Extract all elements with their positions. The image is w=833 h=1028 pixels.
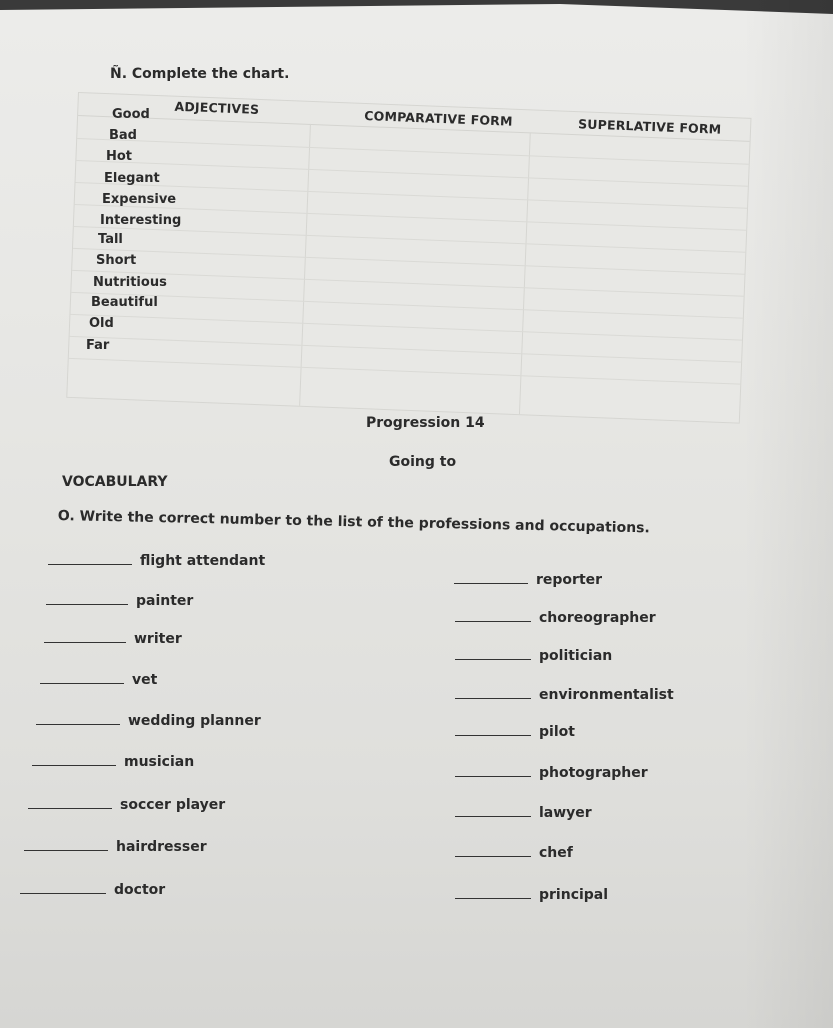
header-superlative-form: SUPERLATIVE FORM xyxy=(577,116,722,137)
answer-blank[interactable] xyxy=(40,682,124,684)
profession-item-right[interactable]: choreographer xyxy=(455,610,656,626)
exercise-o-instruction: O. Write the correct number to the list of the professions and occupations. xyxy=(57,508,650,537)
chart-row-divider xyxy=(76,182,748,209)
answer-blank[interactable] xyxy=(46,603,128,605)
answer-blank[interactable] xyxy=(36,723,120,725)
adjective-elegant: Elegant xyxy=(104,171,160,186)
answer-blank[interactable] xyxy=(455,734,531,736)
adjective-old: Old xyxy=(89,316,114,331)
answer-blank[interactable] xyxy=(48,563,132,565)
adjective-beautiful: Beautiful xyxy=(91,295,158,310)
profession-item-right[interactable]: lawyer xyxy=(455,805,592,821)
adjective-bad: Bad xyxy=(109,128,137,143)
profession-item-left[interactable]: vet xyxy=(40,672,157,688)
profession-item-right[interactable]: environmentalist xyxy=(455,687,674,703)
profession-item-left[interactable]: hairdresser xyxy=(24,839,207,855)
adjective-tall: Tall xyxy=(98,232,123,247)
adjective-interesting: Interesting xyxy=(100,213,182,228)
header-comparative-form: COMPARATIVE FORM xyxy=(364,108,513,129)
answer-blank[interactable] xyxy=(454,582,528,584)
profession-item-left[interactable]: doctor xyxy=(20,882,165,898)
answer-blank[interactable] xyxy=(455,815,531,817)
chart-row-divider xyxy=(74,226,746,253)
answer-blank[interactable] xyxy=(455,697,531,699)
answer-blank[interactable] xyxy=(24,849,108,851)
topic-label: Going to xyxy=(389,454,457,470)
vocabulary-heading: VOCABULARY xyxy=(62,474,168,490)
answer-blank[interactable] xyxy=(455,658,531,660)
progression-label: Progression 14 xyxy=(366,415,485,431)
profession-item-left[interactable]: musician xyxy=(32,754,194,770)
answer-blank[interactable] xyxy=(455,897,531,899)
chart-row-divider xyxy=(71,292,743,319)
answer-blank[interactable] xyxy=(28,807,112,809)
adjective-far: Far xyxy=(86,338,110,353)
profession-item-left[interactable]: soccer player xyxy=(28,797,225,813)
chart-row-divider xyxy=(72,270,744,297)
answer-blank[interactable] xyxy=(455,855,531,857)
profession-item-left[interactable]: flight attendant xyxy=(48,553,265,569)
profession-item-right[interactable]: principal xyxy=(455,887,608,903)
profession-item-right[interactable]: reporter xyxy=(454,572,602,588)
profession-item-right[interactable]: pilot xyxy=(455,724,575,740)
answer-blank[interactable] xyxy=(32,764,116,766)
answer-blank[interactable] xyxy=(44,641,126,643)
profession-item-right[interactable]: photographer xyxy=(455,765,648,781)
adjective-short: Short xyxy=(96,253,137,268)
adjective-expensive: Expensive xyxy=(102,192,177,207)
exercise-n-title: Ñ. Complete the chart. xyxy=(110,66,290,82)
answer-blank[interactable] xyxy=(455,620,531,622)
profession-item-left[interactable]: wedding planner xyxy=(36,713,261,729)
profession-item-left[interactable]: painter xyxy=(46,593,193,609)
chart-column-divider xyxy=(299,124,311,406)
adjective-good: Good xyxy=(112,107,150,122)
profession-item-right[interactable]: chef xyxy=(455,845,573,861)
answer-blank[interactable] xyxy=(20,892,106,894)
chart-row-divider xyxy=(73,248,745,275)
chart-row-divider xyxy=(70,314,742,341)
header-adjectives: ADJECTIVES xyxy=(174,98,260,117)
chart-row-divider xyxy=(76,160,748,187)
comparison-chart xyxy=(66,92,751,424)
profession-item-left[interactable]: writer xyxy=(44,631,182,647)
chart-row-divider xyxy=(69,358,741,385)
chart-column-divider xyxy=(519,132,531,414)
chart-row-divider xyxy=(70,336,742,363)
adjective-nutritious: Nutritious xyxy=(93,275,167,290)
profession-item-right[interactable]: politician xyxy=(455,648,612,664)
chart-row-divider xyxy=(77,138,749,165)
adjective-hot: Hot xyxy=(106,149,133,164)
answer-blank[interactable] xyxy=(455,775,531,777)
